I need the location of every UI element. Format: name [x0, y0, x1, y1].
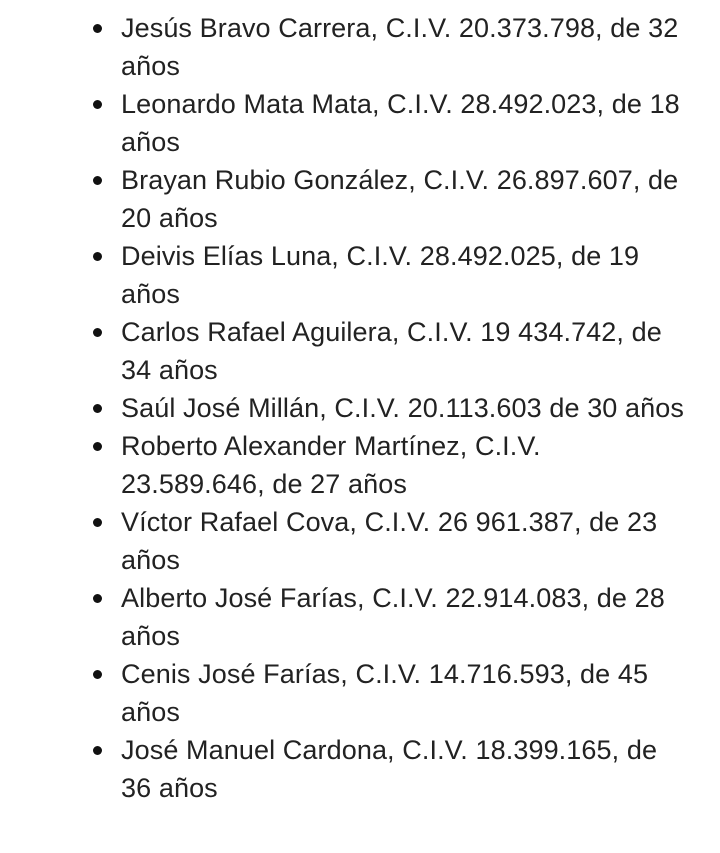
- people-list: [0, 9, 720, 807]
- list-item-text: Alberto José Farías, C.I.V. 22.914.083, de 28 años: [121, 583, 665, 651]
- list-item-text: Brayan Rubio González, C.I.V. 26.897.607, de 20 años: [121, 165, 679, 233]
- list-item-text: Saúl José Millán, C.I.V. 20.113.603 de 30 años: [121, 393, 684, 423]
- list-item-text: Cenis José Farías, C.I.V. 14.716.593, de 45 años: [121, 659, 649, 727]
- list-item: [0, 237, 720, 313]
- list-item: [0, 9, 720, 85]
- list-item: [0, 731, 720, 807]
- bullet-icon: [93, 328, 102, 337]
- list-item: [0, 85, 720, 161]
- list-item-text: Roberto Alexander Martínez, C.I.V. 23.589.646, de 27 años: [121, 431, 541, 499]
- list-item: [0, 655, 720, 731]
- list-item: [0, 503, 720, 579]
- list-item: [0, 161, 720, 237]
- bullet-icon: [93, 746, 102, 755]
- bullet-icon: [93, 176, 102, 185]
- list-item: [0, 427, 720, 503]
- bullet-icon: [93, 594, 102, 603]
- list-item: [0, 313, 720, 389]
- list-item-text: Jesús Bravo Carrera, C.I.V. 20.373.798, de 32 años: [121, 13, 679, 81]
- list-item-text: Leonardo Mata Mata, C.I.V. 28.492.023, de 18 años: [121, 89, 680, 157]
- bullet-icon: [93, 670, 102, 679]
- list-item-text: Deivis Elías Luna, C.I.V. 28.492.025, de 19 años: [121, 241, 640, 309]
- bullet-icon: [93, 252, 102, 261]
- list-item: [0, 389, 720, 427]
- list-item: [0, 579, 720, 655]
- list-item-text: José Manuel Cardona, C.I.V. 18.399.165, de 36 años: [121, 735, 658, 803]
- bullet-icon: [93, 404, 102, 413]
- bullet-icon: [93, 100, 102, 109]
- list-item-text: Carlos Rafael Aguilera, C.I.V. 19 434.742, de 34 años: [121, 317, 662, 385]
- list-item-text: Víctor Rafael Cova, C.I.V. 26 961.387, de 23 años: [121, 507, 658, 575]
- bullet-icon: [93, 24, 102, 33]
- bullet-icon: [93, 518, 102, 527]
- bullet-icon: [93, 442, 102, 451]
